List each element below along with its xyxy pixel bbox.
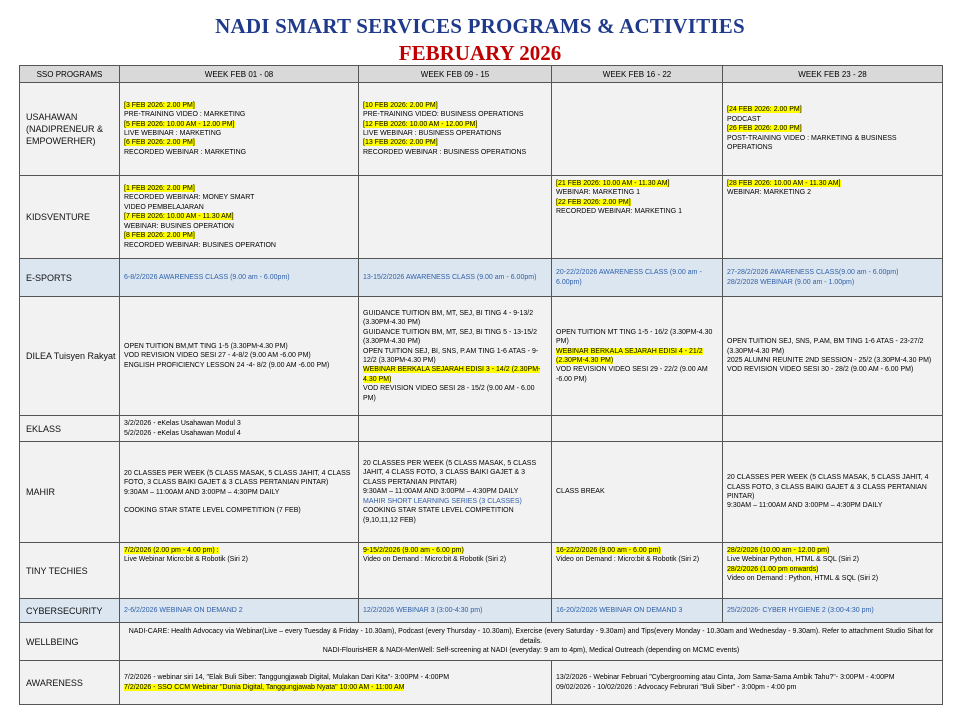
schedule-line: 9:30AM – 11:00AM AND 3:00PM – 4:30PM DAILY: [124, 488, 280, 496]
schedule-line: 20 CLASSES PER WEEK (5 CLASS MASAK, 5 CLASS JAHIT, 4 CLASS FOTO, 3 CLASS BAIKI GAJET & 3 CLASS PERTANIAN PINTAR): [124, 469, 351, 487]
program-name: USAHAWAN (NADIPRENEUR & EMPOWERHER): [20, 83, 120, 176]
highlighted-date: [12 FEB 2026: 10.00 AM - 12.00 PM]: [363, 120, 478, 128]
schedule-line: ENGLISH PROFICIENCY LESSON 24 -4- 8/2 (9.00 AM -6.00 PM): [124, 361, 330, 369]
highlighted-date: [7 FEB 2026: 10.00 AM - 11.30 AM]: [124, 213, 234, 221]
schedule-line: 9:30AM – 11:00AM AND 3:00PM – 4:30PM DAILY: [727, 502, 883, 510]
week-cell: [552, 83, 723, 176]
schedule-line: WEBINAR: MARKETING 1: [556, 189, 641, 197]
column-header-week-4: WEEK FEB 23 - 28: [723, 66, 943, 83]
highlighted-date: [13 FEB 2026: 2.00 PM]: [363, 139, 438, 147]
week-cell: [723, 259, 943, 297]
week-cell: [552, 297, 723, 416]
program-name: DILEA Tuisyen Rakyat: [20, 297, 120, 416]
highlighted-date: [5 FEB 2026: 10.00 AM - 12.00 PM]: [124, 120, 235, 128]
schedule-line: PODCAST: [727, 115, 761, 123]
week-cell: [359, 83, 552, 176]
highlighted-date: [6 FEB 2026: 2.00 PM]: [124, 139, 195, 147]
week-cell: [359, 543, 552, 599]
schedule-line: 20-22/2/2026 AWARENESS CLASS (9.00 am - 6.00pm): [556, 269, 702, 286]
schedule-line: VOD REVISION VIDEO SESI 29 - 22/2 (9.00 AM -6.00 PM): [556, 366, 708, 383]
column-header-week-2: WEEK FEB 09 - 15: [359, 66, 552, 83]
program-name: EKLASS: [20, 416, 120, 442]
schedule-line: VOD REVISION VIDEO SESI 30 - 28/2 (9.00 AM - 6.00 PM): [727, 366, 914, 374]
row-cybersecurity: [20, 599, 943, 623]
schedule-line: Video on Demand : Micro:bit & Robotik (Siri 2): [363, 556, 507, 564]
week-cell: [120, 83, 359, 176]
week-cell: [359, 442, 552, 543]
program-name: CYBERSECURITY: [20, 599, 120, 623]
schedule-line: VOD REVISION VIDEO SESI 28 - 15/2 (9.00 AM - 6.00 PM): [363, 385, 535, 402]
schedule-line: 5/2/2026 - eKelas Usahawan Modul 4: [124, 429, 241, 437]
awareness-webinar-februari: 13/2/2026 - Webinar Februari "Cybergrooming atau Cinta, Jom Sama-Sama Ambik Tahu?"- 3:00PM - 4:00PM: [556, 674, 895, 682]
program-name: AWARENESS: [20, 661, 120, 705]
week-cell: [552, 599, 723, 623]
row-kidsventure: [20, 176, 943, 259]
wellbeing-cell: [120, 623, 943, 661]
highlighted-date: [8 FEB 2026: 2.00 PM]: [124, 232, 195, 240]
schedule-line: 13-15/2/2026 AWARENESS CLASS (9.00 am - 6.00pm): [363, 273, 537, 281]
column-header-programs: SSO PROGRAMS: [20, 66, 120, 83]
week-cell: [120, 599, 359, 623]
program-name: TINY TECHIES: [20, 543, 120, 599]
schedule-line: Video on Demand : Micro:bit & Robotik (Siri 2): [556, 556, 700, 564]
schedule-line: RECORDED WEBINAR: BUSINES OPERATION: [124, 241, 276, 249]
program-name: MAHIR: [20, 442, 120, 543]
highlighted-date: [28 FEB 2026: 10.00 AM - 11.30 AM]: [727, 180, 841, 187]
week-cell: [723, 83, 943, 176]
row-wellbeing: [20, 623, 943, 661]
schedule-line: 3/2/2026 - eKelas Usahawan Modul 3: [124, 420, 241, 428]
highlighted-date: [1 FEB 2026: 2.00 PM]: [124, 185, 195, 193]
highlighted-date: WEBINAR BERKALA SEJARAH EDISI 3 - 14/2 (2.30PM-4.30 PM): [363, 366, 541, 383]
awareness-webinar-siri-14: 7/2/2026 - webinar siri 14, "Elak Buli Siber: Tanggungjawab Digital, Mulakan Dari Kita"- 3:00PM - 4:00PM: [124, 674, 450, 682]
schedule-line: GUIDANCE TUITION BM, MT, SEJ, BI TING 5 - 13-15/2 (3.30PM-4.30 PM): [363, 328, 537, 346]
awareness-right-cell: [552, 661, 943, 705]
schedule-line: 25/2/2026- CYBER HYGIENE 2 (3:00-4:30 pm): [727, 606, 874, 614]
week-cell: [359, 297, 552, 416]
row-dilea: [20, 297, 943, 416]
schedule-line: RECORDED WEBINAR : MARKETING: [124, 148, 247, 156]
awareness-left-cell: [120, 661, 552, 705]
week-cell: [120, 176, 359, 259]
program-name: WELLBEING: [20, 623, 120, 661]
schedule-line: OPEN TUITION MT TING 1-5 - 16/2 (3.30PM-4.30 PM): [556, 328, 713, 346]
schedule-line: 28/2/2028 WEBINAR (9.00 am - 1.00pm): [727, 278, 855, 286]
week-cell: [120, 416, 359, 442]
wellbeing-nadi-care: NADI-CARE: Health Advocacy via Webinar(Live – every Tuesday & Friday - 10.30am), Podcast (every Thursday - 10.30am), Exercise (every Saturday - 9.30am) and Tips(every Monday - 10.30am and Wednesday - 9.30am). Refer to attachment Studio Sihat for details.: [128, 628, 934, 645]
schedule-line: VOD REVISION VIDEO SESI 27 - 4-8/2 (9.00 AM -6.00 PM): [124, 352, 311, 360]
awareness-advocacy-februari: 09/02/2026 - 10/02/2026 : Advocacy Februrari "Buli Siber" - 3:00pm - 4:00 pm: [556, 683, 797, 691]
highlighted-date: WEBINAR BERKALA SEJARAH EDISI 4 - 21/2 (2.30PM-4.30 PM): [556, 347, 703, 364]
schedule-line: VIDEO PEMBELAJARAN: [124, 203, 204, 211]
program-name: E-SPORTS: [20, 259, 120, 297]
week-cell: [359, 259, 552, 297]
highlighted-date: [3 FEB 2026: 2.00 PM]: [124, 101, 195, 109]
week-cell: [120, 442, 359, 543]
schedule-line: OPEN TUITION SEJ, SNS, P.AM, BM TING 1-6 ATAS - 23-27/2 (3.30PM-4.30 PM): [727, 338, 924, 355]
highlighted-date: 16-22/2/2026 (9.00 am - 6.00 pm): [556, 547, 661, 554]
column-header-week-1: WEEK FEB 01 - 08: [120, 66, 359, 83]
week-cell: [359, 599, 552, 623]
row-awareness: [20, 661, 943, 705]
schedule-line: CLASS BREAK: [556, 488, 605, 496]
wellbeing-flourisher: NADI-FlourisHER & NADI-MenWell: Self-screening at NADI (everyday: 9 am to 4pm), Medical Outreach (depending on MCMC events): [322, 647, 740, 655]
page-title: NADI SMART SERVICES PROGRAMS & ACTIVITIES: [215, 14, 745, 38]
schedule-line: PRE-TRAINING VIDEO : MARKETING: [124, 111, 246, 119]
schedule-line: PRE-TRAINING VIDEO: BUSINESS OPERATIONS: [363, 111, 524, 119]
schedule-line: LIVE WEBINAR : BUSINESS OPERATIONS: [363, 130, 502, 137]
week-cell: [120, 259, 359, 297]
schedule-line: OPEN TUITION SEJ, BI, SNS, P.AM TING 1-6 ATAS - 9-12/2 (3.30PM-4.30 PM): [363, 347, 539, 364]
schedule-line: 12/2/2026 WEBINAR 3 (3:00-4:30 pm): [363, 606, 483, 614]
awareness-sso-ccm-webinar: 7/2/2026 - SSO CCM Webinar "Dunia Digital, Tanggungjawab Nyata" 10:00 AM - 11:00 AM: [124, 683, 405, 691]
row-mahir: [20, 442, 943, 543]
week-cell: [723, 599, 943, 623]
highlighted-date: 9-15/2/2026 (9.00 am - 6.00 pm): [363, 547, 464, 554]
highlighted-date: 7/2/2026 (2.00 pm - 4.00 pm) :: [124, 547, 219, 554]
program-name: KIDSVENTURE: [20, 176, 120, 259]
schedule-line: 6-8/2/2026 AWARENESS CLASS (9.00 am - 6.00pm): [124, 273, 290, 281]
schedule-line: RECORDED WEBINAR : BUSINESS OPERATIONS: [363, 148, 527, 156]
schedule-line: COOKING STAR STATE LEVEL COMPETITION (7 FEB): [124, 506, 301, 514]
page-subtitle: FEBRUARY 2026: [398, 41, 562, 65]
week-cell: [552, 416, 723, 442]
week-cell: [359, 176, 552, 259]
week-cell: [552, 543, 723, 599]
week-cell: [723, 297, 943, 416]
schedule-line: WEBINAR: BUSINES OPERATION: [124, 222, 234, 230]
week-cell: [120, 543, 359, 599]
blank-line: [124, 497, 354, 506]
schedule-line: Video on Demand : Python, HTML & SQL (Siri 2): [727, 575, 879, 583]
schedule-line: 2-6/2/2026 WEBINAR ON DEMAND 2: [124, 606, 243, 614]
week-cell: [723, 442, 943, 543]
schedule-line: WEBINAR: MARKETING 2: [727, 189, 812, 197]
schedule-line: 2025 ALUMNI REUNITE 2ND SESSION - 25/2 (3.30PM-4.30 PM): [727, 357, 932, 364]
schedule-line: 20 CLASSES PER WEEK (5 CLASS MASAK, 5 CLASS JAHIT, 4 CLASS FOTO, 3 CLASS BAIKI GAJET & 3 CLASS PERTANIAN PINTAR): [727, 474, 929, 500]
week-cell: [723, 543, 943, 599]
schedule-line: RECORDED WEBINAR: MARKETING 1: [556, 208, 683, 216]
schedule-line: RECORDED WEBINAR: MONEY SMART: [124, 194, 255, 202]
schedule-line: MAHIR SHORT LEARNING SERIES (3 CLASSES): [363, 497, 522, 505]
schedule-line: 9:30AM – 11:00AM AND 3:00PM – 4:30PM DAILY: [363, 488, 519, 496]
schedule-line: 27-28/2/2026 AWARENESS CLASS(9.00 am - 6.00pm): [727, 269, 899, 277]
schedule-line: OPEN TUITION BM,MT TING 1-5 (3.30PM-4.30 PM): [124, 342, 288, 350]
week-cell: [359, 416, 552, 442]
row-usahawan: [20, 83, 943, 176]
schedule-line: Live Webinar Python, HTML & SQL (Siri 2): [727, 556, 860, 564]
highlighted-date: 28/2/2026 (1.00 pm onwards): [727, 565, 819, 573]
highlighted-date: [10 FEB 2026: 2.00 PM]: [363, 101, 438, 109]
schedule-table: [19, 65, 943, 705]
header-row: [20, 66, 943, 83]
highlighted-date: [26 FEB 2026: 2.00 PM]: [727, 125, 802, 133]
schedule-line: 16-20/2/2026 WEBINAR ON DEMAND 3: [556, 606, 683, 614]
row-esports: [20, 259, 943, 297]
week-cell: [552, 442, 723, 543]
schedule-line: GUIDANCE TUITION BM, MT, SEJ, BI TING 4 - 9-13/2 (3.30PM-4.30 PM): [363, 309, 534, 327]
week-cell: [723, 416, 943, 442]
schedule-line: COOKING STAR STATE LEVEL COMPETITION (9,10,11,12 FEB): [363, 507, 514, 524]
schedule-line: POST-TRAINING VIDEO : MARKETING & BUSINESS OPERATIONS: [727, 134, 897, 152]
schedule-line: LIVE WEBINAR : MARKETING: [124, 130, 222, 137]
week-cell: [552, 259, 723, 297]
schedule-line: Live Webinar Micro:bit & Robotik (Siri 2): [124, 556, 248, 564]
column-header-week-3: WEEK FEB 16 - 22: [552, 66, 723, 83]
highlighted-date: [24 FEB 2026: 2.00 PM]: [727, 106, 802, 114]
highlighted-date: [22 FEB 2026: 2.00 PM]: [556, 198, 631, 206]
highlighted-date: 28/2/2026 (10.00 am - 12.00 pm): [727, 547, 830, 554]
week-cell: [552, 176, 723, 259]
schedule-line: 20 CLASSES PER WEEK (5 CLASS MASAK, 5 CLASS JAHIT, 4 CLASS FOTO, 3 CLASS BAIKI GAJET & 3 CLASS PERTANIAN PINTAR): [363, 460, 537, 486]
week-cell: [120, 297, 359, 416]
row-tiny-techies: [20, 543, 943, 599]
highlighted-date: [21 FEB 2026: 10.00 AM - 11.30 AM]: [556, 180, 670, 187]
row-eklass: [20, 416, 943, 442]
week-cell: [723, 176, 943, 259]
